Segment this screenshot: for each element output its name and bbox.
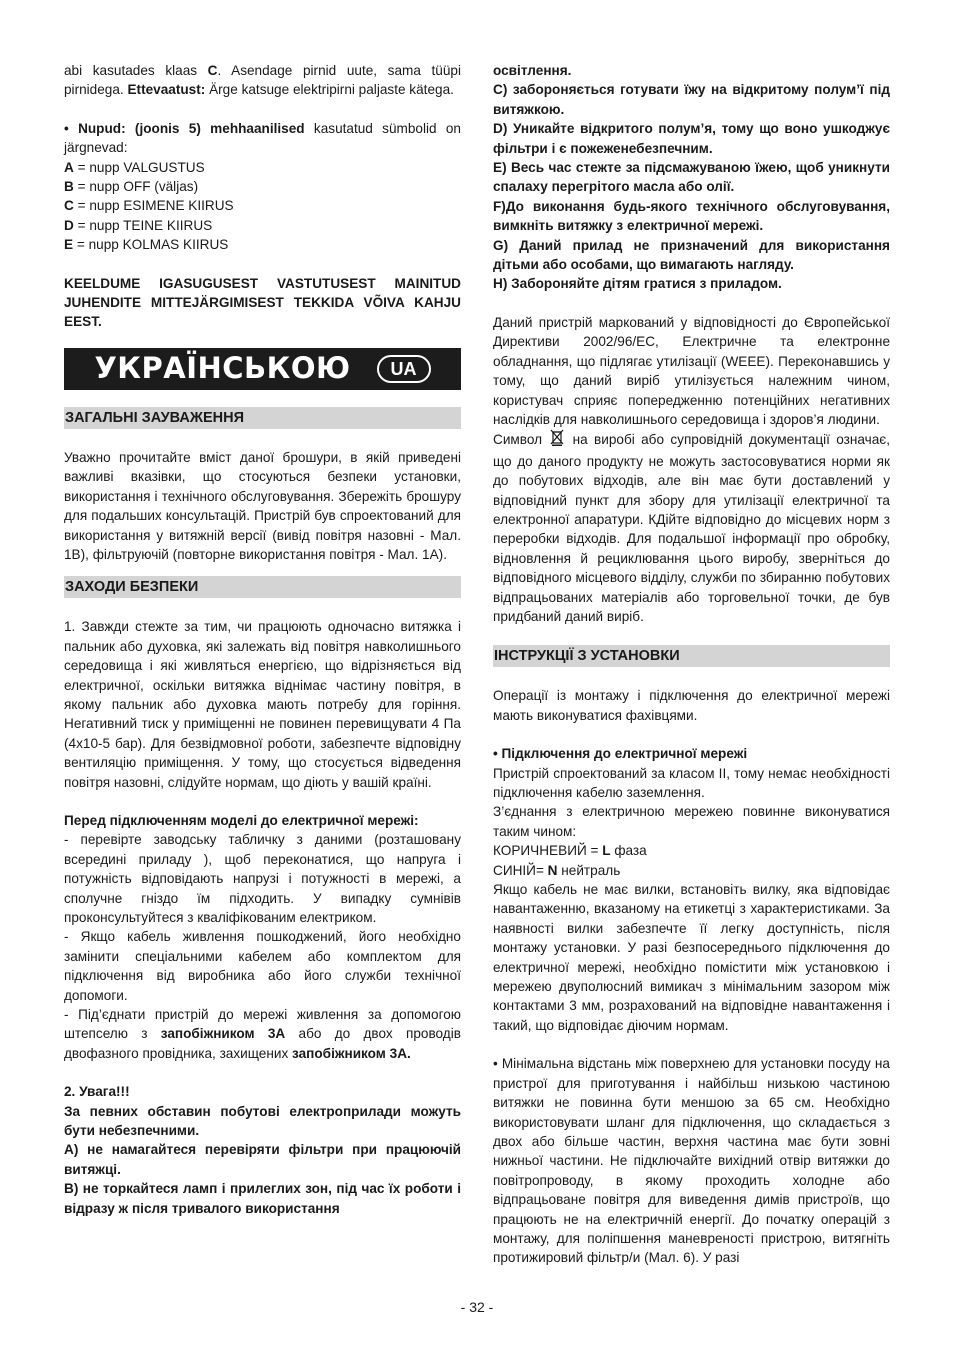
- legend-item: D = nupp TEINE KIIRUS: [64, 217, 213, 233]
- attention-item-f: F)До виконання будь-якого технічного обслуговування, вимкніть витяжку з електричної мережі.: [493, 198, 890, 234]
- before-connection-heading: Перед підключенням моделі до електричної мережі:: [64, 812, 419, 828]
- attention-item-a: А) не намагайтеся перевіряти фільтри при працюючій витяжці.: [64, 1142, 461, 1177]
- attention-item-b: В) не торкайтеся ламп і прилеглих зон, під час їх роботи і відразу ж після тривалого використання: [64, 1181, 461, 1216]
- buttons-legend: [64, 158, 461, 255]
- before-connection-item: - перевірте заводську табличку з даними (розташовану всередині приладу ), щоб переконатися, що напруга і потужність відповідають напрузі і потужності в мережі, а сполучне гніздо їм підходить. У випадку сумнівів проконсультуйтеся з кваліфікованим електриком.: [64, 832, 461, 925]
- legend-item: B = nupp OFF (väljas): [64, 179, 199, 195]
- lamp-paragraph: abi kasutades klaas C. Asendage pirnid uute, sama tüüpi pirnidega. Ettevaatust: Ärge katsuge elektripirni paljaste kätega.: [64, 63, 461, 98]
- safety-paragraph-1: 1. Завжди стежте за тим, чи працюють одночасно витяжка і пальник або духовка, які залежать від повітря навколишнього середовища і які живляться енергією, що відрізняється від електричної, оскільки витяжка віднімає частину повітря, в якому пальник або духовка мають потребу для горіння. Негативний тиск у приміщенні не повинен перевищувати 4 Па (4x10-5 бар). Для безвідмовної роботи, забезпечте відповідну вентиляцію приміщення. У тому, що стосується відведення повітря назовні, слідуйте нормам, що діють у вашій країні.: [64, 619, 461, 790]
- language-banner: [64, 348, 461, 390]
- attention-item-g: G) Даний прилад не призначений для використання дітьми або особами, що вимагають нагляду.: [493, 237, 890, 273]
- general-text: Уважно прочитайте вміст даної брошури, в якій приведені важливі вказівки, що стосуються безпеки установки, використання і технічного обслуговування. Збережіть брошуру для подальших консультацій. Пристрій був спроектований для використання у витяжній версії (вивід повітря назовні - Мал. 1B), фільтруючій (повторне використання повітря - Мал. 1A).: [64, 449, 461, 562]
- before-connection-item: - Під’єднати пристрій до мережі живлення за допомогою штепселю з запобіжником 3А або до двох проводів двофазного провідника, захищених запобіжником 3А.: [64, 1007, 461, 1061]
- legend-item: C = nupp ESIMENE KIIRUS: [64, 198, 234, 214]
- weee-symbol-paragraph: Символ на виробі або супровідній документації означає, що до даного продукту не можуть застосовуватися норми як до побутових відходів, але він має бути доставлений у відповідний пункт для збору для утилізації електричної та електронної апаратури. КДійте відповідно до місцевих норм з переробки відходів. Для подальшої інформації про обробку, відновлення й рециклювання цього виробу, зверніться до відповідного місцевого відділу, служби по збиранню побутових відпрацьованих матеріалів або торговельної точки, де був придбаний даний виріб.: [493, 429, 890, 626]
- language-badge: UA: [377, 355, 431, 383]
- attention-item-e: Е) Весь час стежте за підсмажуваною їжею, щоб уникнути спалаху перегрітого масла або олії.: [493, 160, 890, 195]
- attention-text: За певних обставин побутові електроприлади можуть бути небезпечними.: [64, 1103, 461, 1139]
- crossed-bin-icon: [550, 429, 564, 451]
- left-column: [64, 61, 461, 1218]
- attention-item-h: H) Забороняйте дітям гратися з приладом.: [493, 276, 782, 292]
- attention-item-b-continued: освітлення.: [493, 63, 572, 78]
- connection-text: З’єднання з електричною мережею повинне виконуватися таким чином:: [493, 804, 890, 839]
- banner-title: УКРАЇНСЬКОЮ: [94, 351, 351, 386]
- connection-text: Якщо кабель не має вилки, встановіть вилку, яка відповідає навантаженню, вказаному на етикетці з характеристиками. За наявності вилки забезпечте її легку доступність, після монтажу установки. У разі безпосереднього підключення до електричної мережі, необхідно помістити між установкою і мережею двуполюсний вимикач з мінімальним зазором між контактами 3 мм, розрахований на відповідне навантаження і такий, що відповідає діючим нормам.: [493, 882, 890, 1033]
- disclaimer: KEELDUME IGASUGUSEST VASTUTUSEST MAINITUD JUHENDITE MITTEJÄRGIMISEST TEKKIDA VÕIVA KAHJU EEST.: [64, 275, 461, 330]
- attention-item-c: С) забороняється готувати їжу на відкритому полум’ї під витяжкою.: [493, 82, 890, 117]
- attention-item-d: D) Уникайте відкритого полум’я, тому що воно ушкоджує фільтри і є пожеженебезпечним.: [493, 121, 890, 156]
- wire-blue: СИНІЙ= N нейтраль: [493, 862, 621, 878]
- connection-text: Пристрій спроектований за класом II, тому немає необхідності підключення кабелю заземлення.: [493, 765, 890, 800]
- minimum-distance-paragraph: • Мінімальна відстань між поверхнею для установки посуду на пристрої для приготування і найбільш низькою частиною витяжки не повинна бути меншою за 65 см. Необхідно використовувати шланг для підключення, що складається з двох або більше частин, верхня частина має бути зовні нижньої частини. Не підключайте вихідний отвір витяжки до повітропроводу, в якому проходить холодне або відпрацьоване повітря для виведення димів пристроїв, що працюють не на електричній енергії. До початку операцій з монтажу, для поліпшення маневреності пристрою, витягніть протижировий фільтр/и (Мал. 6). У разі: [493, 1056, 890, 1266]
- buttons-intro: • Nupud: (joonis 5) mehhaanilised kasutatud sümbolid on järgnevad:: [64, 120, 461, 156]
- section-heading-safety: ЗАХОДИ БЕЗПЕКИ: [64, 576, 461, 598]
- weee-paragraph: Даний пристрій маркований у відповідності до Європейської Директиви 2002/96/EC, Електричне та електронне обладнання, що підлягає утилізації (WEEE). Переконавшись у тому, що даний виріб утилізується належним чином, користувач сприяє попередженню потенційних негативних наслідків для навколишнього середовища і здоров’я людини.: [493, 314, 890, 427]
- section-heading-general: ЗАГАЛЬНІ ЗАУВАЖЕННЯ: [64, 407, 461, 429]
- connection-heading: • Підключення до електричної мережі: [493, 746, 748, 762]
- page-number: - 32 -: [460, 1299, 494, 1315]
- right-column: [493, 61, 890, 1268]
- section-heading-installation: ІНСТРУКЦІЇ З УСТАНОВКИ: [493, 645, 890, 667]
- attention-heading: 2. Увага!!!: [64, 1084, 130, 1100]
- before-connection-item: - Якщо кабель живлення пошкоджений, його необхідно замінити спеціальними кабелем або комплектом для підключення від виробника або його служби технічної допомоги.: [64, 929, 461, 1003]
- wire-brown: КОРИЧНЕВИЙ = L фаза: [493, 843, 647, 859]
- installation-intro: Операції із монтажу і підключення до електричної мережі мають виконуватися фахівцями.: [493, 688, 890, 723]
- legend-item: A = nupp VALGUSTUS: [64, 159, 205, 175]
- legend-item: E = nupp KOLMAS KIIRUS: [64, 237, 229, 253]
